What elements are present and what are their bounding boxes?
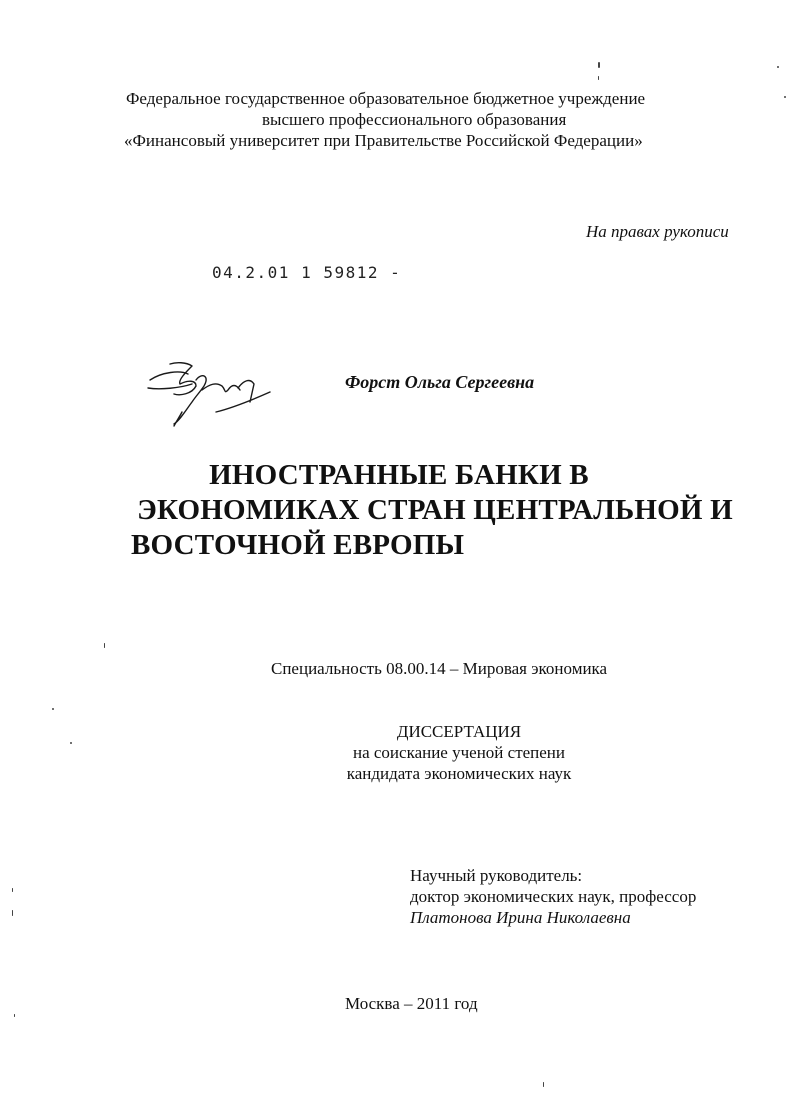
institution-line-1: Федеральное государственное образовательное бюджетное учреждение <box>126 89 646 108</box>
scan-speck <box>14 1014 15 1017</box>
scan-speck <box>12 888 13 892</box>
scan-speck <box>784 96 786 98</box>
scan-speck <box>104 643 105 648</box>
dissertation-degree-line: на соискание ученой степени <box>352 743 566 762</box>
title-line-3: ВОСТОЧНОЙ ЕВРОПЫ <box>131 529 465 561</box>
institution-line-2: высшего профессионального образования <box>262 110 567 129</box>
scan-speck <box>777 66 779 68</box>
scan-speck <box>543 1082 544 1087</box>
title-line-1: ИНОСТРАННЫЕ БАНКИ В <box>209 459 589 491</box>
scan-speck <box>598 76 599 80</box>
city-year: Москва – 2011 год <box>345 994 478 1013</box>
supervisor-name: Платонова Ирина Николаевна <box>410 908 631 927</box>
supervisor-label: Научный руководитель: <box>410 866 583 885</box>
rights-note: На правах рукописи <box>586 222 729 241</box>
signature-icon <box>140 350 280 430</box>
author-name: Форст Ольга Сергеевна <box>345 372 535 392</box>
dissertation-heading: ДИССЕРТАЦИЯ <box>396 722 522 741</box>
registration-code: 04.2.01 1 59812 - <box>212 263 402 282</box>
specialty: Специальность 08.00.14 – Мировая экономика <box>271 659 608 678</box>
scan-speck <box>70 742 72 744</box>
dissertation-field-line: кандидата экономических наук <box>346 764 572 783</box>
institution-line-3: «Финансовый университет при Правительстве Российской Федерации» <box>124 131 643 150</box>
title-line-2: ЭКОНОМИКАХ СТРАН ЦЕНТРАЛЬНОЙ И <box>137 494 733 526</box>
scan-speck <box>12 910 13 916</box>
supervisor-degree: доктор экономических наук, профессор <box>410 887 697 906</box>
scan-speck <box>52 708 54 710</box>
scan-speck <box>598 62 600 68</box>
